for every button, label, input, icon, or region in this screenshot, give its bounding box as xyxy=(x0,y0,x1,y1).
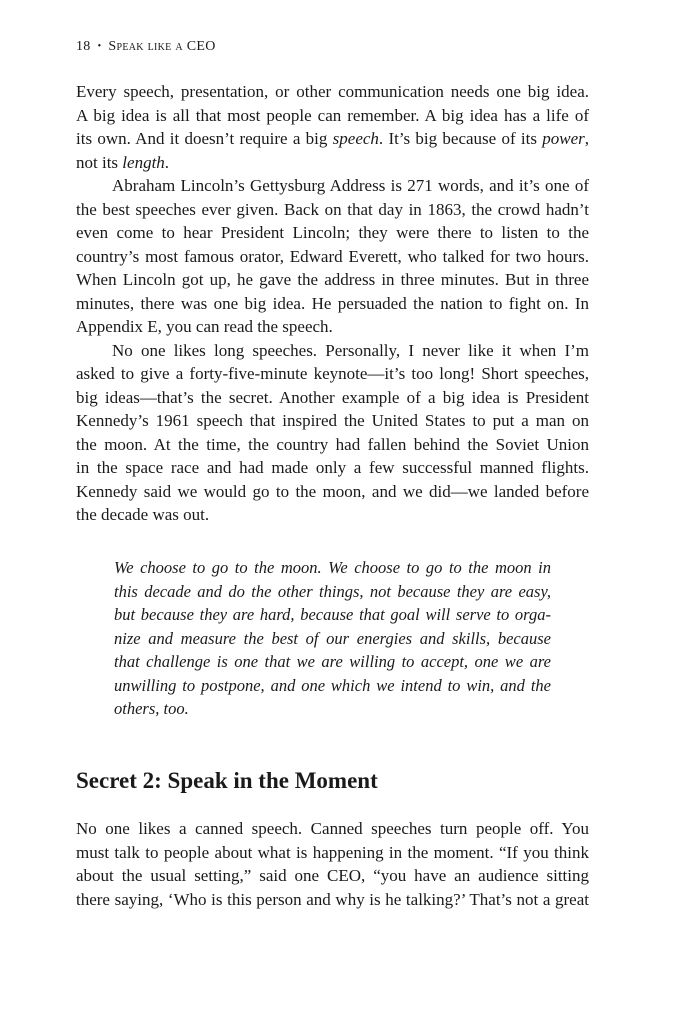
text-line xyxy=(76,362,589,386)
text-segment: the decade was out. xyxy=(76,505,210,524)
text-segment: not its xyxy=(76,152,123,172)
text-line xyxy=(76,80,589,104)
text-line xyxy=(76,888,589,912)
text-line xyxy=(76,198,589,222)
text-line xyxy=(76,864,589,888)
text-segment: its own. And it doesn’t require a big xyxy=(76,129,333,148)
running-header xyxy=(76,39,216,55)
text-line xyxy=(114,580,551,604)
text-segment: Kennedy said we would go to the moon, and we did—we landed before xyxy=(76,481,589,501)
text-line xyxy=(76,151,589,175)
text-line xyxy=(114,556,551,580)
text-segment: . xyxy=(164,152,170,172)
text-segment: there saying, ‘Who is this person and why is he talking?’ That’s not a great xyxy=(76,889,589,909)
text-segment: A big idea is all that most people can remember. A big idea has a life of xyxy=(76,105,589,125)
page-number: 18 xyxy=(76,39,91,54)
text-segment: minutes, there was one big idea. He persuaded the nation to fight on. In xyxy=(76,293,589,313)
text-segment: asked to give a forty-five-minute keynote—it’s too long! Short speeches, xyxy=(76,364,589,383)
text-segment: even come to hear President Lincoln; they were there to listen to the xyxy=(76,223,589,242)
text-segment: the moon. At the time, the country had fallen behind the Soviet Union xyxy=(76,434,589,454)
text-line xyxy=(76,386,589,410)
text-line xyxy=(76,104,589,128)
text-segment: Appendix E, you can read the speech. xyxy=(76,317,333,336)
block-quote xyxy=(114,556,551,721)
text-line xyxy=(76,127,589,151)
text-line xyxy=(76,245,589,269)
text-segment: Every speech, presentation, or other communication needs one big idea. xyxy=(76,82,589,101)
text-line xyxy=(114,674,551,698)
text-line xyxy=(76,817,589,841)
text-line xyxy=(114,697,551,721)
text-line xyxy=(76,339,589,363)
text-segment: Abraham Lincoln’s Gettysburg Address is 271 words, and it’s one of xyxy=(112,176,589,195)
italic-text: speech xyxy=(332,129,379,148)
text-segment: this decade and do the other things, not because they are easy, xyxy=(114,581,551,601)
text-segment: must talk to people about what is happening in the moment. “If you think xyxy=(76,842,589,862)
text-segment: that challenge is one that we are willing to accept, one we are xyxy=(114,652,551,671)
text-segment: . It’s big because of its xyxy=(378,129,543,148)
book-title: Speak like a CEO xyxy=(108,39,216,54)
text-segment: When Lincoln got up, he gave the address in three minutes. But in three xyxy=(76,270,589,289)
text-segment: country’s most famous orator, Edward Everett, who talked for two hours. xyxy=(76,246,589,266)
italic-text: power xyxy=(542,129,585,148)
text-segment: unwilling to postpone, and one which we intend to win, and the xyxy=(114,675,551,695)
text-line xyxy=(114,627,551,651)
text-segment: Kennedy’s 1961 speech that inspired the United States to put a man on xyxy=(76,411,589,430)
separator-bullet: • xyxy=(97,41,102,52)
text-segment: in the space race and had made only a few successful manned flights. xyxy=(76,458,589,477)
text-segment: No one likes long speeches. Personally, I never like it when I’m xyxy=(112,340,589,360)
text-line xyxy=(76,221,589,245)
text-line xyxy=(76,292,589,316)
text-line xyxy=(76,315,589,339)
text-segment: but because they are hard, because that goal will serve to orga- xyxy=(114,605,551,624)
text-line xyxy=(76,503,589,527)
text-line xyxy=(76,268,589,292)
text-segment: We choose to go to the moon. We choose to go to the moon in xyxy=(114,558,551,577)
text-segment: , xyxy=(584,129,589,148)
text-segment: big ideas—that’s the secret. Another example of a big idea is President xyxy=(76,387,589,407)
text-line xyxy=(76,433,589,457)
text-segment: the best speeches ever given. Back on that day in 1863, the crowd hadn’t xyxy=(76,199,589,219)
italic-text: length xyxy=(122,152,165,172)
text-line xyxy=(114,650,551,674)
body-text-section-1 xyxy=(76,80,589,527)
section-heading: Secret 2: Speak in the Moment xyxy=(76,768,378,793)
text-segment: nize and measure the best of our energies and skills, because xyxy=(114,628,551,648)
text-line xyxy=(76,456,589,480)
text-line xyxy=(76,174,589,198)
body-text-section-2 xyxy=(76,817,589,911)
text-line xyxy=(114,603,551,627)
text-segment: about the usual setting,” said one CEO, “you have an audience sitting xyxy=(76,866,589,885)
text-segment: others, too. xyxy=(114,699,189,718)
text-segment: No one likes a canned speech. Canned speeches turn people off. You xyxy=(76,819,589,838)
text-line xyxy=(76,841,589,865)
text-line xyxy=(76,480,589,504)
text-line xyxy=(76,409,589,433)
